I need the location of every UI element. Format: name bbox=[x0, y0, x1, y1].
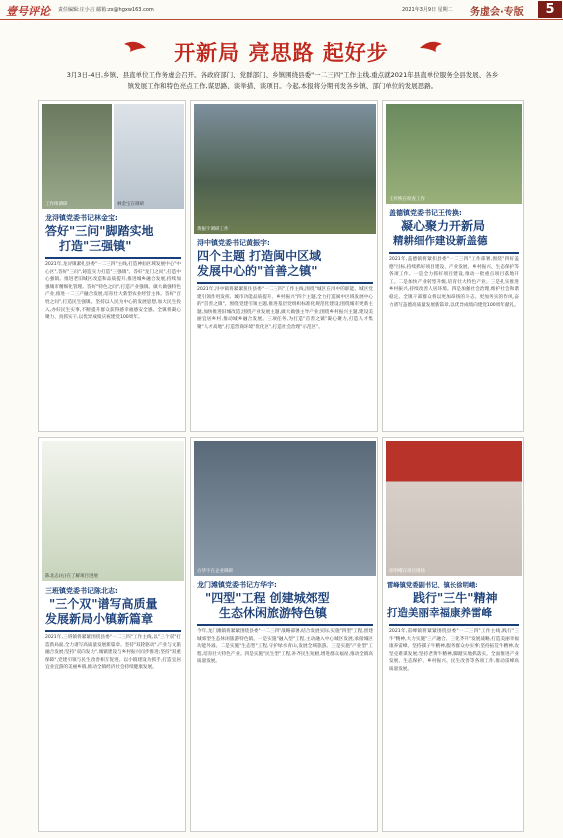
divider bbox=[389, 252, 519, 254]
article-title: 打造美丽幸福康养雷峰 bbox=[387, 607, 492, 619]
article-title: 发展中心的"首善之镇" bbox=[197, 264, 318, 278]
article-photo bbox=[42, 104, 112, 209]
photo-caption: 林金宝在调研 bbox=[117, 202, 144, 207]
lead-paragraph: 3月3日-4日,乡镇、县直单位工作务虚会召开。各政府部门、党群部门、乡镇围绕县委"一二三四"工作主线,重点就2021年县直单位服务全县发展、各乡镇发展工作和特色亮点工作,谋思路、谈举措、谈项目。今起,本报将分期刊发各乡镇、部门单位的发展思路。 bbox=[66, 71, 499, 90]
article-title: "三个双"谱写高质量 bbox=[49, 597, 158, 611]
divider bbox=[45, 257, 181, 259]
article-card bbox=[382, 100, 524, 432]
article-body: 2021年,盖德镇将紧扣县委"一二三四"工作部署,围绕"四好盖德"目标,持续抓好项目建设、产业发展、乡村振兴、生态保护等各项工作。一是全力抓好项目建设,推动一批重点项目落地开工。二是加快产业转型升级,培育壮大特色产业。三是扎实推进乡村振兴,持续改善人居环境。四是加强社会治理,维护社会和谐稳定。全镇干部群众将以更加昂扬的斗志、更加务实的作风,奋力谱写盖德高质量发展新篇章,以优异成绩向建党100周年献礼。 bbox=[389, 257, 519, 308]
article-title: 精耕细作建设新盖德 bbox=[393, 235, 488, 247]
divider bbox=[197, 624, 373, 626]
article-photo bbox=[386, 104, 522, 204]
editor-info: 责任编辑:庄小言 邮箱:zx@hgxw163.com bbox=[58, 7, 154, 13]
article-title: 凝心聚力开新局 bbox=[401, 219, 486, 233]
article-title: 践行"三牛"精神 bbox=[413, 591, 498, 605]
article-title: 答好"三问"脚踏实地 bbox=[45, 224, 154, 238]
photo-caption: 黄振宇调研工作 bbox=[197, 227, 229, 232]
article-body: 今年,龙门滩镇将紧紧围绕县委"一二三四"战略部署,结合发展实际,实施"四型"工程,创建城郊型生态休闲旅游特色镇。一是实施"融入型"工程,主动融入中心城区发展,承接城区功能外溢。二是实施"生态型"工程,守护绿水青山,发展全域旅游。三是实施"产业型"工程,培育壮大特色产业。四是实施"民生型"工程,补齐民生短板,增进群众福祉,推动全镇高质量发展。 bbox=[197, 629, 373, 665]
article-photo bbox=[42, 441, 184, 581]
page-headline: 开新局 亮思路 起好步 bbox=[174, 41, 389, 65]
article-title: 发展新局小镇新篇章 bbox=[45, 612, 154, 626]
article-card bbox=[190, 100, 378, 432]
photo-caption: 徐明峨在项目现场 bbox=[389, 569, 425, 574]
section-name: 务虚会·专版 bbox=[470, 7, 524, 18]
article-photo bbox=[114, 104, 184, 209]
photo-caption: 方华宇在企业调研 bbox=[197, 569, 233, 574]
page-number: 5 bbox=[538, 1, 562, 18]
article-title: 打造"三强镇" bbox=[59, 239, 132, 253]
divider bbox=[45, 630, 181, 632]
article-body: 2021年,三班镇将紧紧围绕县委"一二三四"工作主线,以"三个双"打造新局面,全力谱写高质量发展新篇章。坚持"双轮驱动",产业与文旅融合发展;坚持"双向发力",城镇建设与乡村振兴同步推进;坚持"双重保障",党建引领与民生改善相互促进。以小镇建设为抓手,打造宜居宜业宜游的美丽乡镇,推动全镇经济社会持续健康发展。 bbox=[45, 635, 181, 671]
article-kicker: 三班镇党委书记陈北志: bbox=[45, 587, 118, 595]
article-body: 2021年,雷峰镇将紧紧围绕县委"一二三四"工作主线,践行"三牛"精神,大力实施"三产融合、三化齐升"发展战略,打造美丽幸福康养雷峰。坚持孺子牛精神,服务群众办实事;坚持拓荒牛精神,攻坚克难谋发展;坚持老黄牛精神,脚踏实地抓落实。全面推进产业发展、生态保护、乡村振兴、民生改善等各项工作,推动雷峰高质量发展。 bbox=[389, 629, 519, 672]
article-photo bbox=[194, 441, 376, 576]
article-kicker: 盖德镇党委书记王传换: bbox=[389, 209, 462, 217]
article-title: "四型"工程 创建城郊型 bbox=[205, 591, 330, 605]
article-kicker: 雷峰镇党委副书记、镇长徐明峨: bbox=[387, 582, 478, 589]
article-body: 2021年,浔中镇将紧紧扭住县委"一二三四"工作主线,围绕"城区在浔中的职能、城区党建引领作用发挥、城市功能品质提升、乡村振兴"四个主题,全力打造闽中区域发展中心的"首善之镇"。围绕党建引领主题,推进基层党组织标准化规范化建设;围绕城市更新主题,加快推进旧城改造;围绕产业发展主题,做大做强主导产业;围绕乡村振兴主题,建设美丽宜居乡村,推动城乡融合发展。三项任务,为打造"首善之镇"凝心聚力,打造人才集聚"人才高地",打造营商环境"优化区",打造社会治理"示范区"。 bbox=[197, 287, 373, 330]
divider bbox=[197, 282, 373, 284]
article-kicker: 浔中镇党委书记黄振宇: bbox=[197, 239, 270, 247]
photo-caption: 工作组调研 bbox=[45, 202, 68, 207]
headline-ornament-right-icon bbox=[418, 38, 448, 58]
article-kicker: 龙浔镇党委书记林金宝: bbox=[45, 214, 118, 222]
newspaper-logo: 壹号评论 bbox=[6, 5, 50, 18]
article-body: 2021年,龙浔镇紧扎县委"一二三四"主线,打造神仙区域发展中心"中心区",答好"三问",铸造实力打造"三强镇"。答好"龙门之问",打造中心强镇。推进老旧城区改造和品质提升,推进城乡融合发展,持续加强城市精细化管理。答好"特色之问",打造产业强镇。做大做强特色产业,推进一二三产融合发展,培育壮大新型农业经营主体。答好"百姓之问",打造民生强镇。坚持以人民为中心的发展思想,加大民生投入,办好民生实事,不断提升群众获得感幸福感安全感。全镇将凝心聚力、真抓实干,以优异成绩庆祝建党100周年。 bbox=[45, 262, 181, 321]
article-title: 生态休闲旅游特色镇 bbox=[219, 606, 328, 620]
article-card bbox=[382, 437, 524, 832]
issue-date: 2021年3月9日 星期二 bbox=[402, 7, 453, 13]
article-photo bbox=[386, 441, 522, 576]
article-card bbox=[38, 437, 186, 832]
article-kicker: 龙门滩镇党委书记方华宇: bbox=[197, 581, 277, 589]
article-card bbox=[38, 100, 186, 432]
article-photo bbox=[194, 104, 376, 234]
article-title: 四个主题 打造闽中区域 bbox=[197, 249, 322, 263]
article-card bbox=[190, 437, 378, 832]
photo-caption: 陈北志(右)在了解项目进展 bbox=[45, 574, 99, 579]
divider bbox=[389, 624, 519, 626]
photo-caption: 王传换在检查工作 bbox=[389, 197, 425, 202]
